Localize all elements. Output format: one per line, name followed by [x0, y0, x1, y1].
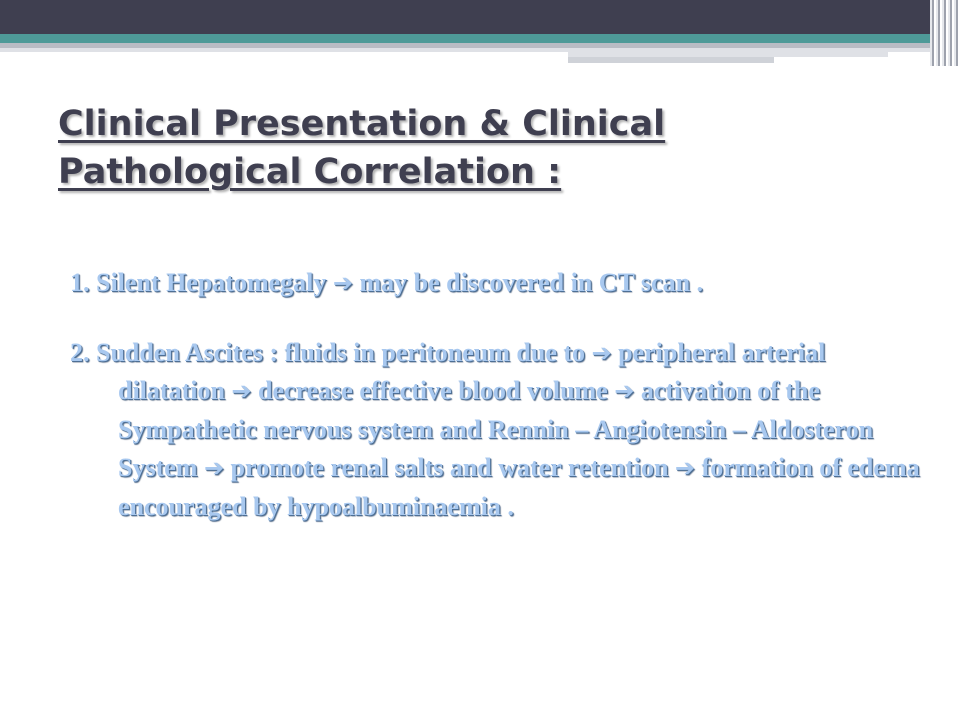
slide-body: [70, 264, 920, 526]
header-band-dark: [0, 0, 960, 34]
arrow-icon: ➔: [231, 377, 252, 405]
arrow-icon: ➔: [614, 377, 635, 405]
list-item-1: [70, 264, 920, 303]
item2-text-5: promote renal salts and water retention: [224, 453, 675, 482]
item2-text-2: peripheral arterial dilatation: [118, 337, 826, 405]
header-band-teal: [0, 34, 960, 43]
item2-text-3: decrease effective blood volume: [251, 376, 615, 405]
arrow-icon: ➔: [591, 338, 612, 367]
item1-text-2: may be discovered in CT scan .: [352, 268, 704, 297]
arrow-icon: ➔: [674, 454, 696, 482]
item2-text-4: activation of the Sympathetic nervous system and Rennin – Angiotensin – Aldosteron System: [118, 376, 874, 482]
header-band-step: [568, 57, 774, 63]
slide-title: [58, 100, 918, 196]
title-line-1: Clinical Presentation & Clinical: [58, 104, 666, 144]
item2-text-6: formation of edema encouraged by hypoalbuminaemia .: [118, 453, 920, 521]
title-line-2: Pathological Correlation :: [58, 152, 562, 192]
corner-stripes: [930, 0, 960, 66]
arrow-icon: ➔: [332, 269, 353, 297]
item1-text-1: 1. Silent Hepatomegaly: [70, 268, 333, 297]
list-item-2: [70, 334, 920, 527]
item2-text-1: 2. Sudden Ascites : fluids in peritoneum due to: [70, 337, 592, 367]
arrow-icon: ➔: [203, 454, 225, 482]
